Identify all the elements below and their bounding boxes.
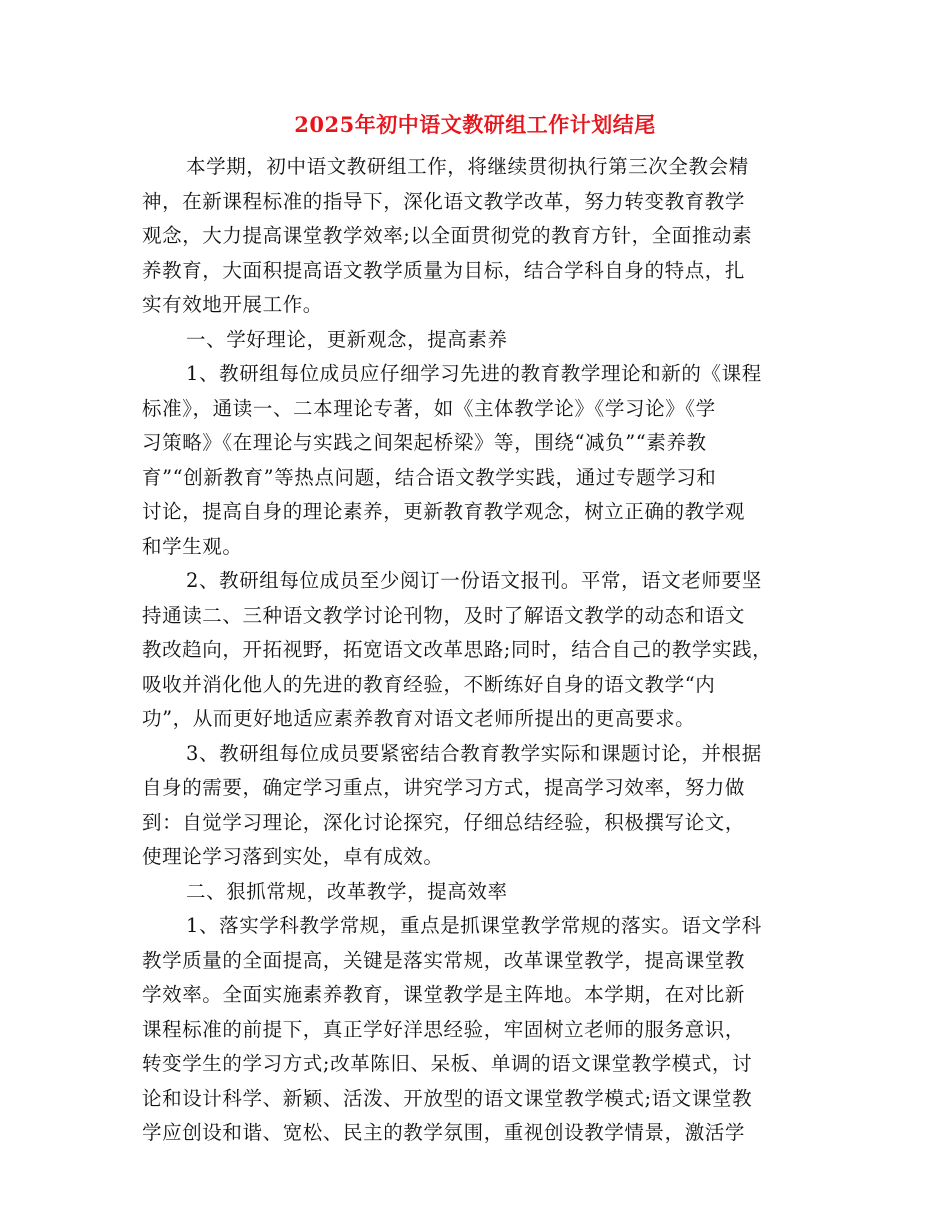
paragraph-line: 习策略》《在理论与实践之间架起桥梁》等，围绕“减负”“素养教	[142, 431, 707, 454]
paragraph-line: 和学生观。	[142, 534, 243, 558]
paragraph-line: 持通读二、三种语文教学讨论刊物，及时了解语文教学的动态和语文	[142, 603, 746, 627]
paragraph-line: 自身的需要，确定学习重点，讲究学习方式，提高学习效率，努力做	[142, 776, 746, 799]
paragraph-line: 育”“创新教育”等热点问题，结合语文教学实践，通过专题学习和	[142, 465, 717, 489]
paragraph-first-line: 3、教研组每位成员要紧密结合教育教学实际和课题讨论，并根据	[186, 741, 762, 765]
document-body	[142, 150, 818, 1151]
paragraph-line: 吸收并消化他人的先进的教育经验，不断练好自身的语文教学“内	[142, 672, 716, 696]
paragraph-line: 标准》，通读一、二本理论专著，如《主体教学论》《学习论》《学	[142, 396, 716, 420]
paragraph-first-line: 1、落实学科教学常规，重点是抓课堂教学常规的落实。语文学科	[186, 914, 762, 937]
paragraph-line: 讨论，提高自身的理论素养，更新教育教学观念，树立正确的教学观	[142, 500, 746, 523]
paragraph-first-line: 本学期，初中语文教研组工作，将继续贯彻执行第三次全教会精	[186, 155, 749, 178]
paragraph-first-line: 二、狠抓常规，改革教学，提高效率	[186, 879, 508, 903]
paragraph-line: 教改趋向，开拓视野，拓宽语文改革思路;同时，结合自己的教学实践，	[142, 638, 773, 661]
paragraph-line: 观念，大力提高课堂教学效率;以全面贯彻党的教育方针，全面推动素	[142, 224, 753, 247]
paragraph-line: 论和设计科学、新颖、活泼、开放型的语文课堂教学模式;语文课堂教	[142, 1086, 753, 1110]
paragraph-line: 教学质量的全面提高，关键是落实常规，改革课堂教学，提高课堂教	[142, 948, 746, 972]
paragraph-line: 功”，从而更好地适应素养教育对语文老师所提出的更高要求。	[142, 707, 696, 730]
paragraph-line: 使理论学习落到实处，卓有成效。	[142, 845, 444, 868]
paragraph-line: 学应创设和谐、宽松、民主的教学氛围，重视创设教学情景，激活学	[142, 1121, 746, 1144]
paragraph-line: 转变学生的学习方式;改革陈旧、呆板、单调的语文课堂教学模式，讨	[142, 1052, 753, 1075]
paragraph-line: 神，在新课程标准的指导下，深化语文教学改革，努力转变教育教学	[142, 189, 746, 213]
document-title: 2025年初中语文教研组工作计划结尾	[294, 112, 656, 137]
paragraph-line: 到：自觉学习理论，深化讨论探究，仔细总结经验，积极撰写论文，	[142, 810, 746, 834]
paragraph-line: 学效率。全面实施素养教育，课堂教学是主阵地。本学期，在对比新	[142, 983, 746, 1006]
paragraph-first-line: 1、教研组每位成员应仔细学习先进的教育教学理论和新的《课程	[186, 362, 762, 385]
paragraph-first-line: 2、教研组每位成员至少阅订一份语文报刊。平常，语文老师要坚	[186, 569, 762, 592]
paragraph-first-line: 一、学好理论，更新观念，提高素养	[186, 327, 508, 351]
paragraph-line: 课程标准的前提下，真正学好洋思经验，牢固树立老师的服务意识，	[142, 1017, 746, 1041]
paragraph-line: 实有效地开展工作。	[142, 293, 323, 316]
paragraph-line: 养教育，大面积提高语文教学质量为目标，结合学科自身的特点，扎	[142, 258, 746, 282]
